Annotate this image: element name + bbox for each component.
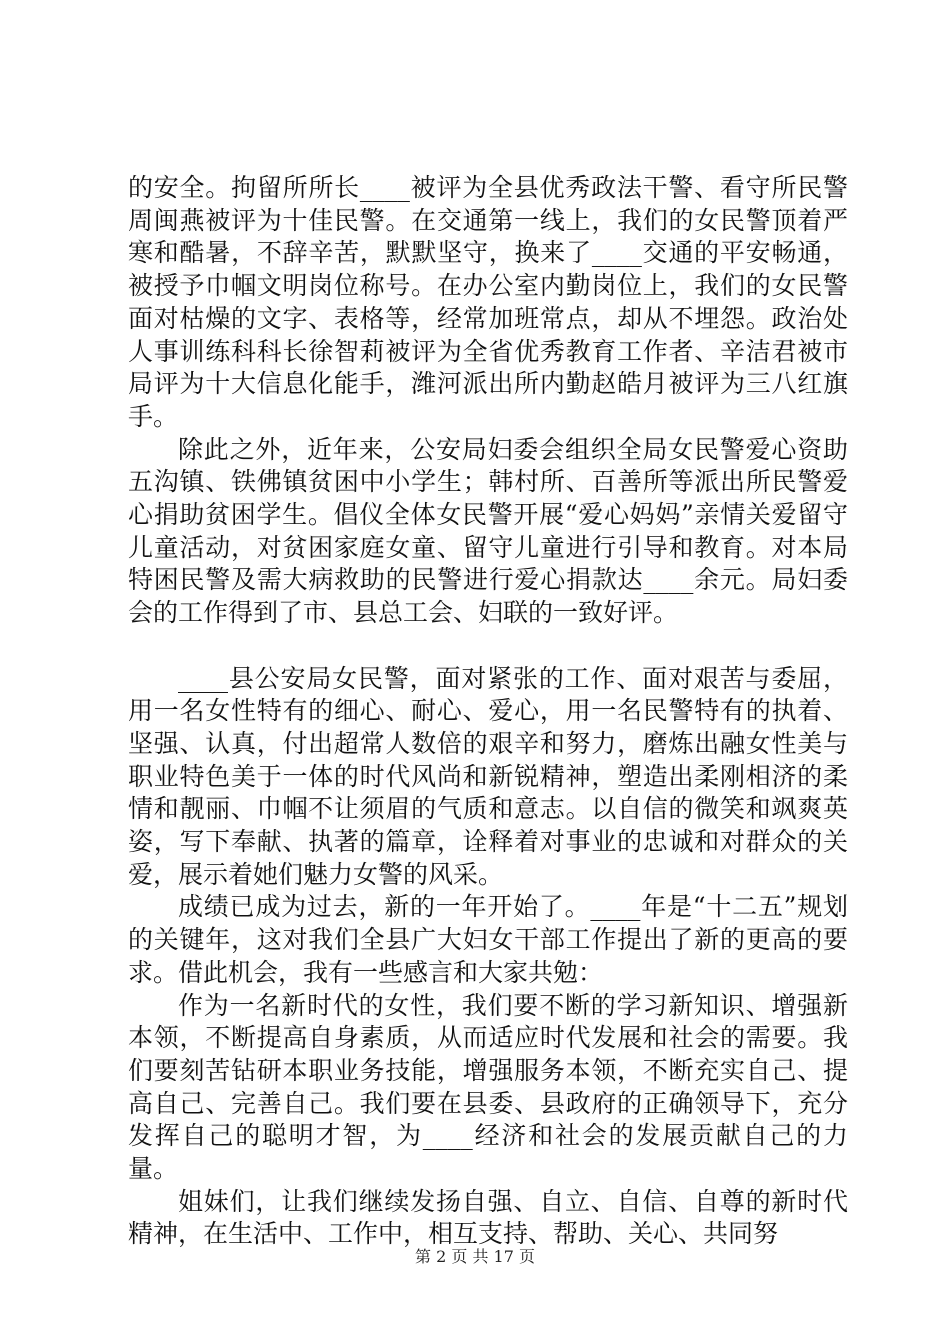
- paragraph-5: 作为一名新时代的女性，我们要不断的学习新知识、增强新本领，不断提高自身素质，从而适应时代发展和社会的需要。我们要刻苦钻研本职业务技能，增强服务本领，不断充实自己、提高自己、完善自己。我们要在县委、县政府的正确领导下，充分发挥自己的聪明才智，为____经济和社会的发展贡献自己的力量。: [128, 990, 848, 1184]
- paragraph-6: 姐妹们，让我们继续发扬自强、自立、自信、自尊的新时代精神，在生活中、工作中，相互支持、帮助、关心、共同努: [128, 1186, 848, 1249]
- paragraph-2: 除此之外，近年来，公安局妇委会组织全局女民警爱心资助五沟镇、铁佛镇贫困中小学生；韩村所、百善所等派出所民警爱心捐助贫困学生。倡仪全体女民警开展“爱心妈妈”亲情关爱留守儿童活动，对贫困家庭女童、留守儿童进行引导和教育。对本局特困民警及需大病救助的民警进行爱心捐款达____余元。局妇委会的工作得到了市、县总工会、妇联的一致好评。: [128, 434, 848, 628]
- paragraph-1: 的安全。拘留所所长____被评为全县优秀政法干警、看守所民警周闽燕被评为十佳民警。在交通第一线上，我们的女民警顶着严寒和酷暑，不辞辛苦，默默坚守，换来了____交通的平安畅通，被授予巾帼文明岗位称号。在办公室内勤岗位上，我们的女民警面对枯燥的文字、表格等，经常加班常点，却从不埋怨。政治处人事训练科科长徐智莉被评为全省优秀教育工作者、辛洁君被市局评为十大信息化能手，潍河派出所内勤赵皓月被评为三八红旗手。: [128, 173, 848, 431]
- document-body: [128, 172, 848, 1251]
- page-number-footer: 第 2 页 共 17 页: [415, 1247, 535, 1266]
- paragraph-3: ____县公安局女民警，面对紧张的工作、面对艰苦与委屈，用一名女性特有的细心、耐心、爱心，用一名民警特有的执着、坚强、认真，付出超常人数倍的艰辛和努力，磨炼出融女性美与职业特色美于一体的时代风尚和新锐精神，塑造出柔刚相济的柔情和靓丽、巾帼不让须眉的气质和意志。以自信的微笑和飒爽英姿，写下奉献、执著的篇章，诠释着对事业的忠诚和对群众的关爱，展示着她们魅力女警的风采。: [128, 663, 848, 889]
- paragraph-4: 成绩已成为过去，新的一年开始了。____年是“十二五”规划的关键年，这对我们全县广大妇女干部工作提出了新的更高的要求。借此机会，我有一些感言和大家共勉：: [128, 892, 848, 987]
- paragraph-spacer: [128, 630, 848, 663]
